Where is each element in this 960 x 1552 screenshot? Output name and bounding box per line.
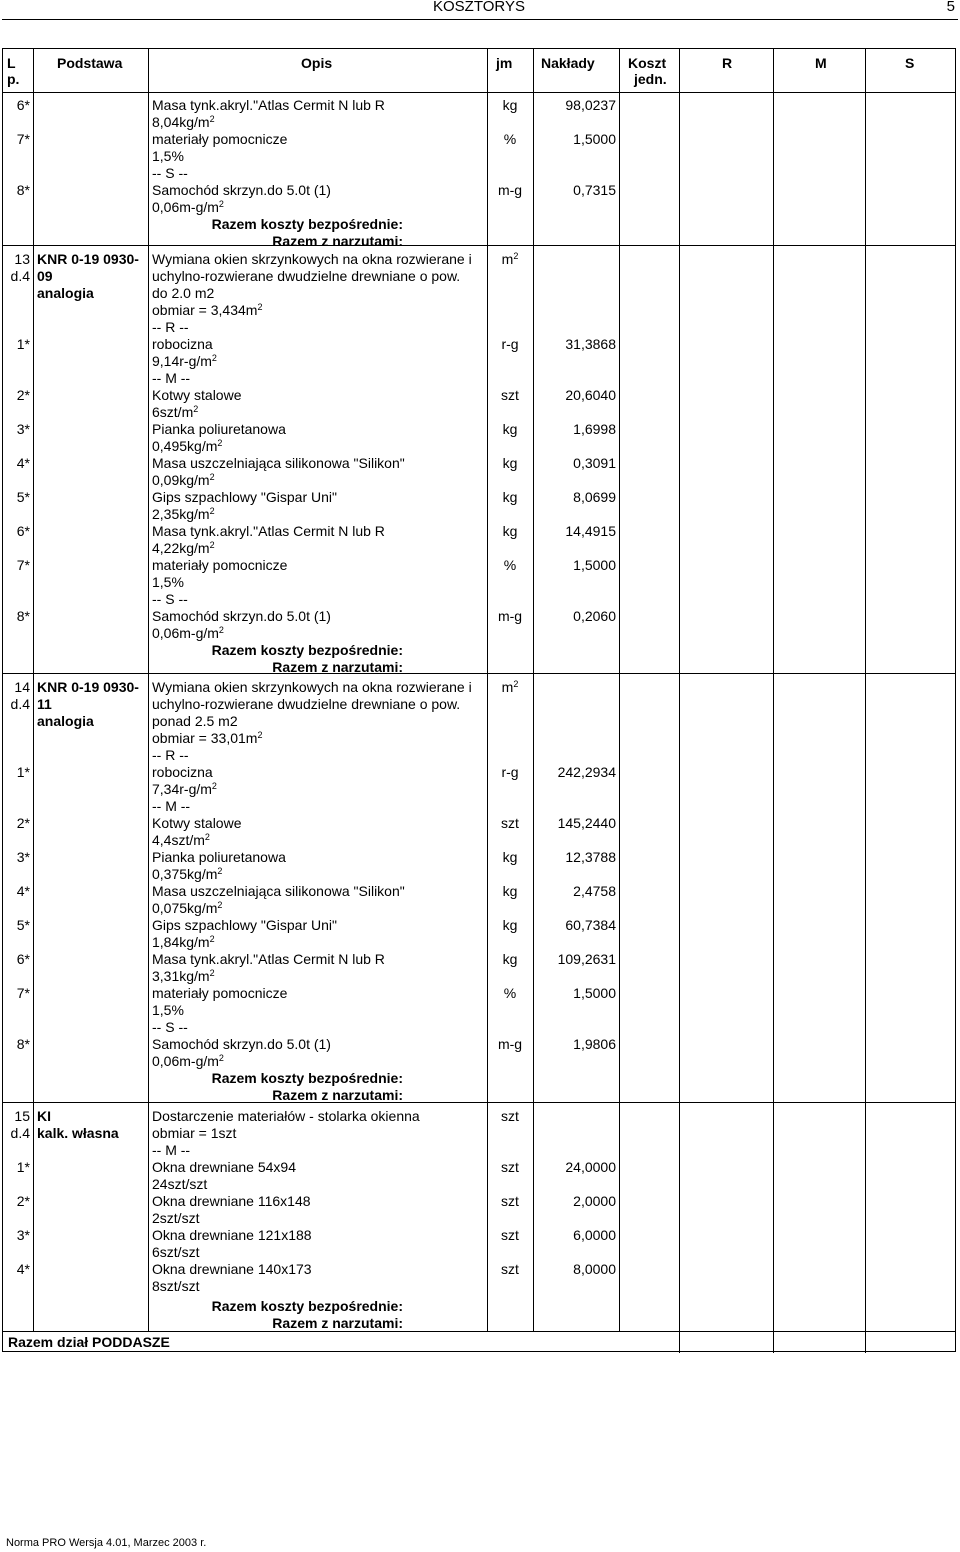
row-lp: 2* [16,1193,30,1209]
row-opis: $0,375kg/m^2$ [152,866,223,882]
row-jm: kg [502,97,518,113]
row-naklady: 2,4758 [573,883,616,899]
row-lp: 8* [16,1036,30,1052]
row-opis: $0,06m-g/m^2$ [152,199,224,215]
row-naklady: 145,2440 [557,815,616,831]
page-title: KOSZTORYS [433,0,525,15]
row-jm: szt [501,1108,519,1124]
row-summary: Razem koszty bezpośrednie: [211,1070,403,1086]
header-lp-2: p. [7,71,20,87]
row-opis: materiały pomocnicze [152,131,288,147]
row-lp: 3* [16,1227,30,1243]
row-opis: $8,04kg/m^2$ [152,114,215,130]
row-lp: 4* [16,1261,30,1277]
row-summary: Razem z narzutami: [272,1087,403,1103]
total-label: Razem dział PODDASZE [8,1334,170,1350]
row-lp: 7* [16,557,30,573]
row-summary: Razem z narzutami: [272,1315,403,1331]
row-summary: Razem z narzutami: [272,659,403,675]
row-lp: 15 [14,1108,30,1124]
row-summary: Razem z narzutami: [272,233,403,249]
row-opis: $2,35kg/m^2$ [152,506,215,522]
row-podstawa: KI [37,1108,51,1124]
row-opis: Okna drewniane 140x173 [152,1261,312,1277]
row-jm: % [503,985,517,1001]
header-podstawa: Podstawa [57,55,123,71]
row-lp: 2* [16,815,30,831]
row-opis: Okna drewniane 121x188 [152,1227,312,1243]
row-lp: 8* [16,608,30,624]
header-m: M [815,55,827,71]
row-opis: Wymiana okien skrzynkowych na okna rozwierane i [152,251,472,267]
row-opis: Masa tynk.akryl."Atlas Cermit N lub R [152,523,385,539]
row-lp: 1* [16,336,30,352]
row-naklady: 1,5000 [573,131,616,147]
row-podstawa: KNR 0-19 0930- [37,679,139,695]
row-opis: obmiar = 1szt [152,1125,237,1141]
row-summary: Razem koszty bezpośrednie: [211,642,403,658]
page-number: 5 [946,0,955,15]
section-rule [3,1331,955,1332]
row-jm: szt [501,1227,519,1243]
row-opis: obmiar = $33,01m^2$ [152,730,263,746]
row-lp: 5* [16,489,30,505]
row-opis: uchylno-rozwierane dwudzielne drewniane o pow. [152,268,461,284]
row-naklady: 109,2631 [557,951,616,967]
row-opis: Pianka poliuretanowa [152,849,286,865]
row-opis: $0,09kg/m^2$ [152,472,215,488]
row-jm: $m^2$ [501,251,519,267]
row-opis: Kotwy stalowe [152,815,242,831]
row-opis: $4,22kg/m^2$ [152,540,215,556]
col-divider-jm [533,49,534,1331]
row-opis: $4,4szt/m^2$ [152,832,210,848]
row-opis: -- M -- [152,798,191,814]
row-opis: $0,495kg/m^2$ [152,438,223,454]
row-opis: -- R -- [152,747,189,763]
row-jm: m-g [497,1036,523,1052]
row-opis: Masa uszczelniająca silikonowa "Silikon" [152,883,405,899]
row-podstawa: analogia [37,713,94,729]
row-opis: -- M -- [152,1142,191,1158]
row-naklady: 0,7315 [573,182,616,198]
row-opis: $3,31kg/m^2$ [152,968,215,984]
row-podstawa: 09 [37,268,53,284]
row-opis: Okna drewniane 54x94 [152,1159,296,1175]
row-opis: Masa tynk.akryl."Atlas Cermit N lub R [152,97,385,113]
row-jm: kg [502,849,518,865]
row-opis: Pianka poliuretanowa [152,421,286,437]
row-lp: 5* [16,917,30,933]
row-opis: 6szt/szt [152,1244,200,1260]
row-jm: r-g [501,336,519,352]
row-jm: szt [501,1193,519,1209]
row-naklady: 8,0000 [573,1261,616,1277]
row-naklady: 60,7384 [565,917,616,933]
col-divider-naklady [619,49,620,1331]
header-s: S [905,55,915,71]
row-lp: 6* [16,951,30,967]
row-lp: 7* [16,985,30,1001]
row-naklady: 8,0699 [573,489,616,505]
row-jm: % [503,557,517,573]
row-opis: $6szt/m^2$ [152,404,199,420]
section-rule [3,673,955,674]
row-jm: szt [501,1159,519,1175]
row-opis: Gips szpachlowy "Gispar Uni" [152,489,338,505]
row-opis: 1,5% [152,148,184,164]
row-opis: Dostarczenie materiałów - stolarka okienna [152,1108,420,1124]
row-jm: kg [502,421,518,437]
row-opis: materiały pomocnicze [152,985,288,1001]
row-opis: -- S -- [152,1019,188,1035]
row-opis: do 2.0 m2 [152,285,215,301]
row-opis: Wymiana okien skrzynkowych na okna rozwierane i [152,679,472,695]
row-naklady: 1,6998 [573,421,616,437]
row-jm: szt [501,815,519,831]
row-jm: $m^2$ [501,679,519,695]
header-naklady: Nakłady [541,55,595,71]
row-opis: $9,14r-g/m^2$ [152,353,217,369]
footer-text: Norma PRO Wersja 4.01, Marzec 2003 r. [6,1537,207,1549]
row-naklady: 2,0000 [573,1193,616,1209]
row-jm: szt [501,1261,519,1277]
row-lp: d.4 [10,1125,30,1141]
section-rule [3,1102,955,1103]
col-divider-lp [33,49,34,1331]
row-opis: Samochód skrzyn.do 5.0t (1) [152,182,331,198]
row-naklady: 242,2934 [557,764,616,780]
row-opis: robocizna [152,764,213,780]
row-lp: 14 [14,679,30,695]
row-jm: m-g [497,608,523,624]
row-lp: 8* [16,182,30,198]
header-jm: jm [496,55,513,71]
row-naklady: 98,0237 [565,97,616,113]
row-opis: Samochód skrzyn.do 5.0t (1) [152,1036,331,1052]
row-podstawa: 11 [37,696,52,712]
header-rule [2,19,958,20]
row-opis: ponad 2.5 m2 [152,713,238,729]
row-naklady: 14,4915 [565,523,616,539]
row-opis: uchylno-rozwierane dwudzielne drewniane o pow. [152,696,461,712]
row-podstawa: analogia [37,285,94,301]
row-lp: 4* [16,455,30,471]
row-opis: -- R -- [152,319,189,335]
row-lp: 1* [16,764,30,780]
row-lp: 3* [16,849,30,865]
row-opis: Kotwy stalowe [152,387,242,403]
row-opis: 8szt/szt [152,1278,200,1294]
header-lp-1: L [7,55,16,71]
row-lp: d.4 [10,268,30,284]
section-rule [3,245,955,246]
row-opis: -- M -- [152,370,191,386]
row-podstawa: KNR 0-19 0930- [37,251,139,267]
row-naklady: 1,5000 [573,985,616,1001]
row-opis: materiały pomocnicze [152,557,288,573]
col-divider-podstawa [148,49,149,1331]
row-opis: 24szt/szt [152,1176,208,1192]
header-koszt-jedn: jedn. [634,71,667,87]
row-jm: kg [502,917,518,933]
row-opis: robocizna [152,336,213,352]
row-opis: Masa uszczelniająca silikonowa "Silikon" [152,455,405,471]
row-jm: kg [502,951,518,967]
row-naklady: 0,2060 [573,608,616,624]
row-jm: m-g [497,182,523,198]
header-koszt: Koszt [628,55,667,71]
row-podstawa: kalk. własna [37,1125,119,1141]
row-naklady: 31,3868 [565,336,616,352]
row-jm: kg [502,523,518,539]
row-lp: 1* [16,1159,30,1175]
row-summary: Razem koszty bezpośrednie: [211,1298,403,1314]
row-lp: 7* [16,131,30,147]
row-opis: -- S -- [152,165,188,181]
header-bottom-rule [3,92,955,93]
row-lp: 6* [16,523,30,539]
row-jm: % [503,131,517,147]
row-opis: $0,06m-g/m^2$ [152,625,224,641]
row-jm: kg [502,455,518,471]
row-lp: 3* [16,421,30,437]
row-naklady: 1,5000 [573,557,616,573]
cost-table [2,48,956,1352]
row-jm: kg [502,489,518,505]
row-naklady: 1,9806 [573,1036,616,1052]
row-naklady: 12,3788 [565,849,616,865]
row-naklady: 20,6040 [565,387,616,403]
row-opis: $0,06m-g/m^2$ [152,1053,224,1069]
row-summary: Razem koszty bezpośrednie: [211,216,403,232]
row-jm: szt [501,387,519,403]
row-opis: 1,5% [152,574,184,590]
row-lp: 13 [14,251,30,267]
row-opis: Masa tynk.akryl."Atlas Cermit N lub R [152,951,385,967]
row-jm: kg [502,883,518,899]
row-lp: d.4 [10,696,30,712]
row-lp: 4* [16,883,30,899]
row-naklady: 24,0000 [565,1159,616,1175]
row-opis: 2szt/szt [152,1210,200,1226]
row-naklady: 0,3091 [573,455,616,471]
header-opis: Opis [301,55,333,71]
row-opis: Gips szpachlowy "Gispar Uni" [152,917,338,933]
row-naklady: 6,0000 [573,1227,616,1243]
row-opis: $7,34r-g/m^2$ [152,781,217,797]
row-lp: 2* [16,387,30,403]
row-opis: -- S -- [152,591,188,607]
row-opis: $0,075kg/m^2$ [152,900,223,916]
row-jm: r-g [501,764,519,780]
row-opis: Samochód skrzyn.do 5.0t (1) [152,608,331,624]
row-opis: $1,84kg/m^2$ [152,934,215,950]
row-opis: obmiar = $3,434m^2$ [152,302,263,318]
header-r: R [722,55,733,71]
row-opis: 1,5% [152,1002,184,1018]
row-opis: Okna drewniane 116x148 [152,1193,311,1209]
row-lp: 6* [16,97,30,113]
